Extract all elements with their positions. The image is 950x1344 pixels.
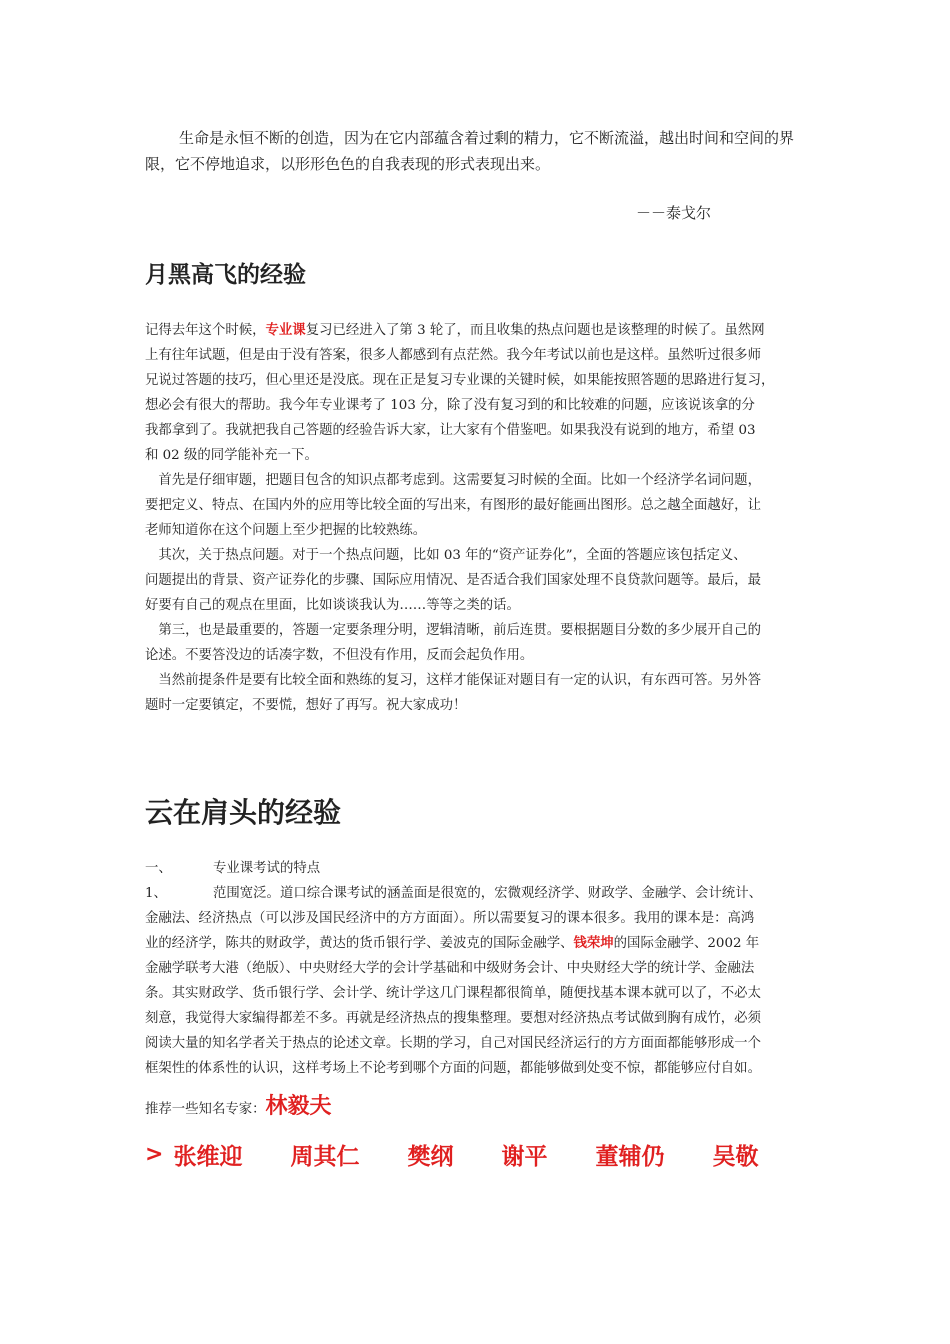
list-text: 专业课考试的特点	[213, 861, 321, 876]
expert-list	[145, 1134, 806, 1174]
section2-line: 金融法、经济热点（可以涉及国民经济中的方方面面）。所以需要复习的课本很多。我用的课本是：高鸿	[145, 911, 755, 926]
section2-line: 刻意，我觉得大家编得都差不多。再就是经济热点的搜集整理。要想对经济热点考试做到胸有成竹，必须	[145, 1011, 761, 1026]
section1-line: 和 02 级的同学能补充一下。	[145, 448, 318, 463]
list-item	[145, 881, 813, 906]
section1-line: 论述。不要答没边的话凑字数，不但没有作用，反而会起负作用。	[145, 648, 534, 663]
expert-name: 吴敬	[712, 1143, 759, 1170]
section2-title: 云在肩头的经验	[145, 796, 342, 829]
section2-line: 阅读大量的知名学者关于热点的论述文章。长期的学习，自己对国民经济运行的方方面面都能够形成一个	[145, 1036, 761, 1051]
line-text: 复习已经进入了第 3 轮了，而且收集的热点问题也是该整理的时候了。虽然网	[305, 323, 765, 338]
line-text: 业的经济学，陈共的财政学，黄达的货币银行学、姜波克的国际金融学、	[145, 936, 574, 951]
list-number: 1、	[145, 886, 167, 901]
section1-line	[145, 318, 813, 343]
arrow-icon: >	[145, 1141, 164, 1167]
section1-body	[145, 318, 813, 718]
epigraph-author: －－泰戈尔	[636, 204, 712, 222]
expert-name: 林毅夫	[265, 1094, 332, 1119]
expert-name: 张维迎	[173, 1143, 243, 1170]
line-text: 记得去年这个时候，	[145, 323, 266, 338]
section2-line: 框架性的体系性的认识，这样考场上不论考到哪个方面的问题，都能够做到处变不惊，都能够应付自如。	[145, 1061, 761, 1076]
section1-line: 上有往年试题，但是由于没有答案，很多人都感到有点茫然。我今年考试以前也是这样。虽然听过很多师	[145, 348, 761, 363]
epigraph-quote: 生命是永恒不断的创造，因为在它内部蕴含着过剩的精力，它不断流溢，越出时间和空间的界限，它不停地追求，以形形色色的自我表现的形式表现出来。	[145, 129, 795, 173]
section2-line: 条。其实财政学、货币银行学、会计学、统计学这几门课程都很简单，随便找基本课本就可以了，不必太	[145, 986, 761, 1001]
section1-line: 想必会有很大的帮助。我今年专业课考了 103 分，除了没有复习到的和比较难的问题，应该说该拿的分	[145, 398, 755, 413]
recommend-line	[145, 1090, 332, 1127]
section2-line: 金融学联考大港（绝版）、中央财经大学的会计学基础和中级财务会计、中央财经大学的统计学、金融法	[145, 961, 755, 976]
section1-line: 题时一定要镇定，不要慌，想好了再写。祝大家成功！	[145, 698, 467, 713]
section1-line: 老师知道你在这个问题上至少把握的比较熟练。	[145, 523, 427, 538]
section1-line: 第三，也是最重要的，答题一定要条理分明，逻辑清晰，前后连贯。要根据题目分数的多少展开自己的	[145, 623, 761, 638]
section1-line: 兄说过答题的技巧，但心里还是没底。现在正是复习专业课的关键时候，如果能按照答题的思路进行复习，	[145, 373, 775, 388]
list-number: 一、	[145, 861, 172, 876]
keyword-qian-rongkun: 钱荣坤	[573, 936, 614, 951]
section1-line: 其次，关于热点问题。对于一个热点问题，比如 03 年的“资产证券化”，全面的答题应该包括定义、	[145, 548, 747, 563]
list-text: 范围宽泛。道口综合课考试的涵盖面是很宽的，宏微观经济学、财政学、金融学、会计统计、	[213, 886, 763, 901]
section1-line: 问题提出的背景、资产证券化的步骤、国际应用情况、是否适合我们国家处理不良贷款问题等。最后，最	[145, 573, 761, 588]
recommend-label: 推荐一些知名专家：	[145, 1102, 266, 1117]
keyword-professional-course: 专业课	[265, 323, 306, 338]
expert-name: 董辅仍	[595, 1143, 665, 1170]
section1-title: 月黑高飞的经验	[145, 262, 306, 288]
section1-line: 好要有自己的观点在里面，比如谈谈我认为……等等之类的话。	[145, 598, 520, 613]
line-text: 的国际金融学、2002 年	[613, 936, 760, 951]
section1-line: 要把定义、特点、在国内外的应用等比较全面的写出来，有图形的最好能画出图形。总之越全面越好，让	[145, 498, 761, 513]
section2-body	[145, 856, 813, 1081]
section1-line: 首先是仔细审题，把题目包含的知识点都考虑到。这需要复习时候的全面。比如一个经济学名词问题，	[145, 473, 761, 488]
list-item-heading	[145, 856, 813, 881]
section2-line	[145, 931, 813, 956]
expert-name: 樊纲	[407, 1143, 454, 1170]
expert-name: 谢平	[501, 1143, 548, 1170]
section1-line: 当然前提条件是要有比较全面和熟练的复习，这样才能保证对题目有一定的认识，有东西可答。另外答	[145, 673, 761, 688]
expert-name: 周其仁	[290, 1143, 360, 1170]
section1-line: 我都拿到了。我就把我自己答题的经验告诉大家，让大家有个借鉴吧。如果我没有说到的地方，希望 03	[145, 423, 756, 438]
